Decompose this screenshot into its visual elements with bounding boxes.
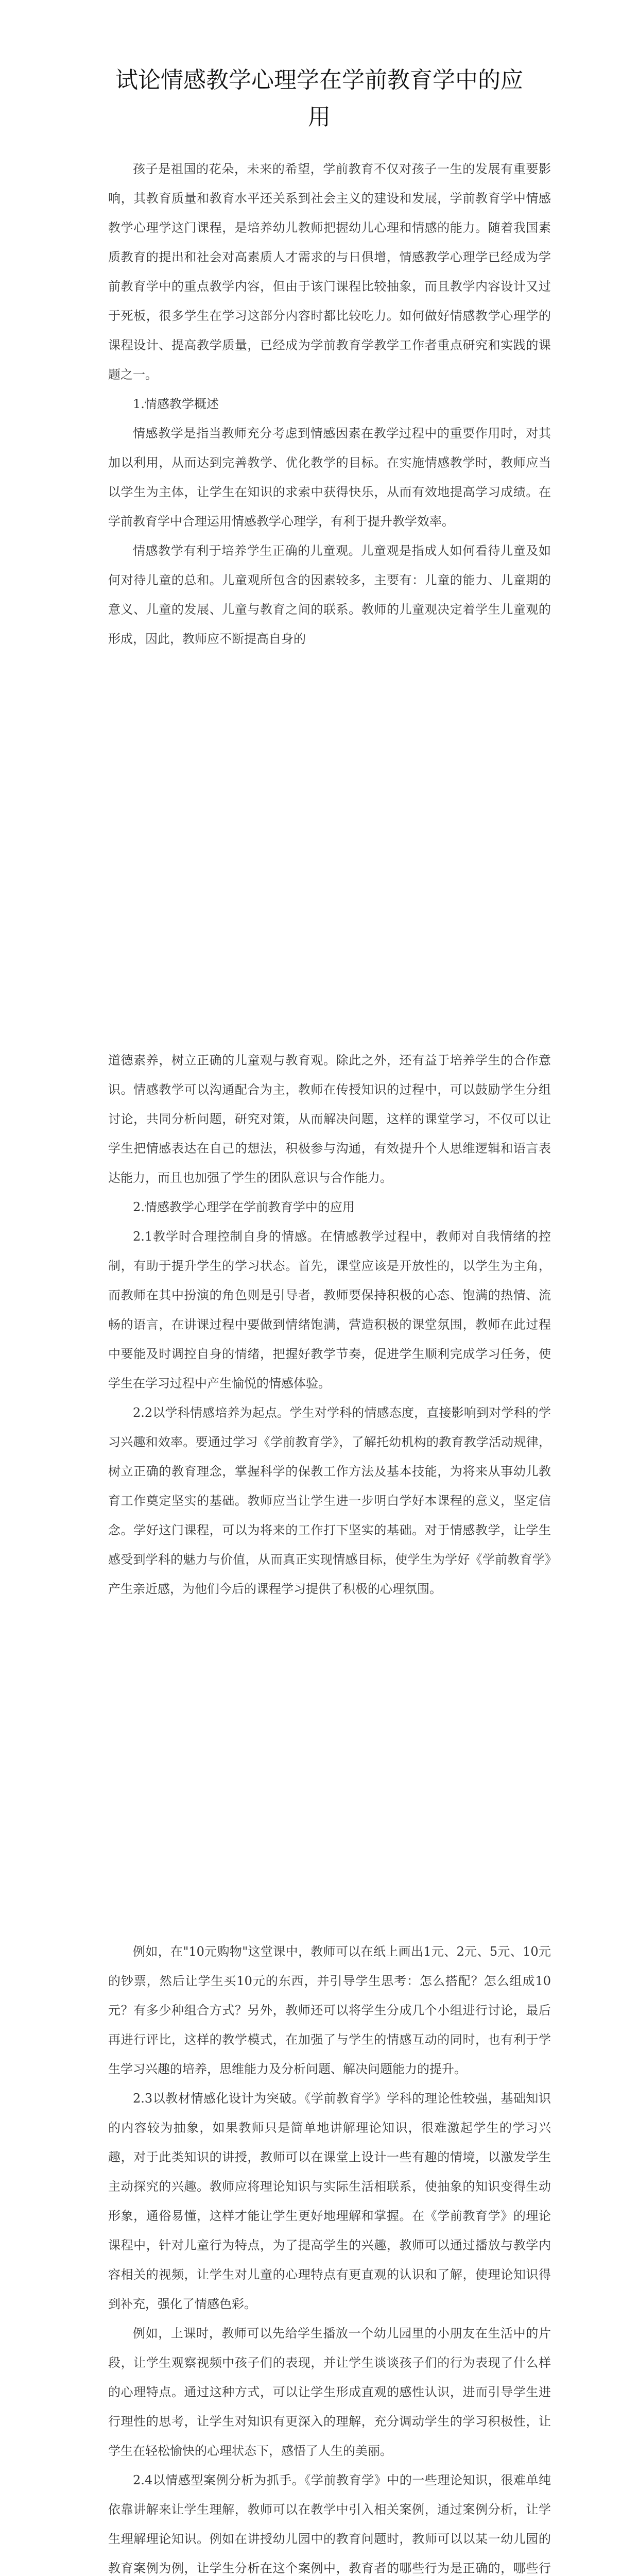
text-block-2 [108,1046,551,1604]
paragraph: 2.1教学时合理控制自身的情感。在情感教学过程中，教师对自我情绪的控制，有助于提升学生的学习状态。首先，课堂应该是开放性的，以学生为主角，而教师在其中扮演的角色则是引导者，教师要保持积极的心态、饱满的热情、流畅的语言，在讲课过程中要做到情绪饱满，营造积极的课堂氛围，教师在此过程中要能及时调控自身的情绪，把握好教学节奏，促进学生顺利完成学习任务，使学生在学习过程中产生愉悦的情感体验。 [108,1229,551,1391]
section-heading-1: 1.情感教学概述 [133,397,219,411]
title-line-2: 用 [308,104,331,130]
paragraph-continued: 道德素养，树立正确的儿童观与教育观。除此之外，还有益于培养学生的合作意识。情感教学可以沟通配合为主，教师在传授知识的过程中，可以鼓励学生分组讨论，共同分析问题，研究对策，从而解决问题，这样的课堂学习，不仅可以让学生把情感表达在自己的想法，积极参与沟通，有效提升个人思维逻辑和语言表达能力，而且也加强了学生的团队意识与合作能力。 [108,1053,551,1185]
title-line-1: 试论情感教学心理学在学前教育学中的应 [115,67,523,93]
paragraph-example: 例如，上课时，教师可以先给学生播放一个幼儿园里的小朋友在生活中的片段，让学生观察视频中孩子们的表现，并让学生谈谈孩子们的行为表现了什么样的心理特点。通过这种方式，可以让学生形成直观的感性认识，进而引导学生进行理性的思考，让学生对知识有更深入的理解，充分调动学生的学习积极性，让学生在轻松愉快的心理状态下，感悟了人生的美丽。 [108,2326,551,2458]
document-title [62,62,577,136]
paragraph: 情感教学有利于培养学生正确的儿童观。儿童观是指成人如何看待儿童及如何对待儿童的总和。儿童观所包含的因素较多，主要有：儿童的能力、儿童期的意义、儿童的发展、儿童与教育之间的联系。教师的儿童观决定着学生儿童观的形成，因此，教师应不断提高自身的 [108,544,551,646]
section-heading-2: 2.情感教学心理学在学前教育学中的应用 [133,1200,355,1214]
paragraph: 2.4以情感型案例分析为抓手。《学前教育学》中的一些理论知识，很难单纯依靠讲解来让学生理解，教师可以在教学中引入相关案例，通过案例分析，让学生理解理论知识。例如在讲授幼儿园中的教育问题时，教师可以以某一幼儿园的教育案例为例，让学生分析在这个案例中，教育者的哪些行为是正确的，哪些行 [108,2473,551,2575]
paragraph: 2.2以学科情感培养为起点。学生对学科的情感态度，直接影响到对学科的学习兴趣和效率。要通过学习《学前教育学》，了解托幼机构的教育教学活动规律，树立正确的教育理念，掌握科学的保教工作方法及基本技能，为将来从事幼儿教育工作奠定坚实的基础。教师应当让学生进一步明白学好本课程的意义，坚定信念。学好这门课程，可以为将来的工作打下坚实的基础。对于情感教学，让学生感受到学科的魅力与价值，从而真正实现情感目标，使学生为学好《学前教育学》产生亲近感，为他们今后的课程学习提供了积极的心理氛围。 [108,1405,551,1596]
paragraph: 情感教学是指当教师充分考虑到情感因素在教学过程中的重要作用时，对其加以利用，从而达到完善教学、优化教学的目标。在实施情感教学时，教师应当以学生为主体，让学生在知识的求索中获得快乐，从而有效地提高学习成绩。在学前教育学中合理运用情感教学心理学，有利于提升教学效率。 [108,426,551,529]
paragraph-example: 例如，在"10元购物"这堂课中，教师可以在纸上画出1元、2元、5元、10元的钞票，然后让学生买10元的东西，并引导学生思考：怎么搭配？怎么组成10元？有多少种组合方式？另外，教师还可以将学生分成几个小组进行讨论，最后再进行评比，这样的教学模式，在加强了与学生的情感互动的同时，也有利于学生学习兴趣的培养，思维能力及分析问题、解决问题能力的提升。 [108,1944,551,2076]
text-block-3 [108,1937,551,2576]
text-block-1 [108,155,551,654]
paragraph-intro: 孩子是祖国的花朵，未来的希望，学前教育不仅对孩子一生的发展有重要影响，其教育质量和教育水平还关系到社会主义的建设和发展，学前教育学中情感教学心理学这门课程，是培养幼儿教师把握幼儿心理和情感的能力。随着我国素质教育的提出和社会对高素质人才需求的与日俱增，情感教学心理学已经成为学前教育学中的重点教学内容，但由于该门课程比较抽象，而且教学内容设计又过于死板，很多学生在学习这部分内容时都比较吃力。如何做好情感教学心理学的课程设计、提高教学质量，已经成为学前教育学教学工作者重点研究和实践的课题之一。 [108,162,551,382]
paragraph: 2.3以教材情感化设计为突破。《学前教育学》学科的理论性较强，基础知识的内容较为抽象，如果教师只是简单地讲解理论知识，很难激起学生的学习兴趣，对于此类知识的讲授，教师可以在课堂上设计一些有趣的情境，以激发学生主动探究的兴趣。教师应将理论知识与实际生活相联系，使抽象的知识变得生动形象，通俗易懂，这样才能让学生更好地理解和掌握。在《学前教育学》的理论课程中，针对儿童行为特点，为了提高学生的兴趣，教师可以通过播放与教学内容相关的视频，让学生对儿童的心理特点有更直观的认识和了解，使理论知识得到补充，强化了情感色彩。 [108,2091,551,2311]
